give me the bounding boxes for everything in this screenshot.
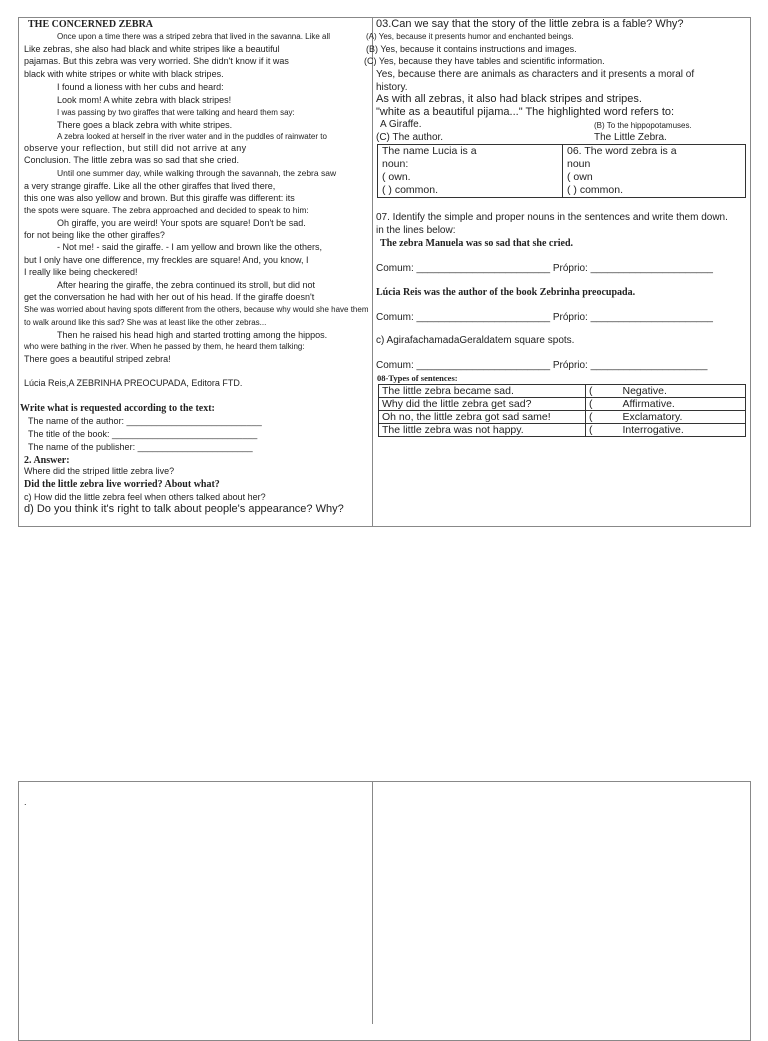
q3-question: 03.Can we say that the story of the little zebra is a fable? Why?	[376, 18, 684, 30]
story-line: for not being like the other giraffes?	[24, 230, 165, 240]
story-line: Until one summer day, while walking through the savannah, the zebra saw	[57, 168, 337, 178]
story-line: I was passing by two giraffes that were talking and heard them say:	[57, 108, 295, 117]
q5-title-cont: noun:	[382, 158, 409, 170]
q7-answer-line-1[interactable]: Comum: ________________________ Próprio: ______________________	[376, 263, 713, 274]
story-source: Lúcia Reis,A ZEBRINHA PREOCUPADA, Editora FTD.	[24, 378, 243, 388]
story-line: the spots were square. The zebra approached and decided to speak to him:	[24, 205, 309, 215]
q3-option-c[interactable]: (C) Yes, because they have tables and scientific information.	[364, 56, 605, 66]
q7-sentence-2: Lúcia Reis was the author of the book Zebrinha preocupada.	[376, 287, 636, 298]
q8-type: Exclamatory.	[622, 411, 683, 423]
q1-book-line[interactable]: The title of the book: _____________________________	[28, 429, 258, 439]
story-line: who were bathing in the river. When he passed by them, he heard them talking:	[24, 342, 305, 351]
q8-sentence: Oh no, the little zebra got sad same!	[379, 411, 586, 424]
q1-publisher-line[interactable]: The name of the publisher: _______________________	[28, 442, 253, 452]
story-line: black with white stripes or white with black stripes.	[24, 69, 224, 79]
sentence-types-table	[378, 384, 746, 437]
q7-sentence-3: c) AgirafachamadaGeraldatem square spots.	[376, 335, 575, 346]
story-line: I found a lioness with her cubs and heard:	[57, 82, 224, 92]
story-line: There goes a black zebra with white stripes.	[57, 120, 233, 130]
noun-classification-table	[377, 144, 746, 198]
story-line: Once upon a time there was a striped zebra that lived in the savanna. Like all	[57, 32, 331, 41]
q6-title-cont: noun	[567, 158, 591, 170]
q4-option-c[interactable]: (C) The author.	[376, 132, 444, 143]
q5-title: The name Lucia is a	[382, 145, 477, 157]
page2-divider	[372, 781, 373, 1024]
page1-divider	[372, 17, 373, 527]
q8-paren: (	[589, 398, 593, 410]
q2-heading: 2. Answer:	[24, 455, 70, 466]
q3-option-d[interactable]: Yes, because there are animals as characters and it presents a moral of	[376, 69, 695, 80]
q2-d: d) Do you think it's right to talk about people's appearance? Why?	[24, 503, 344, 515]
story-line: A zebra looked at herself in the river water and in the puddles of rainwater to	[57, 132, 327, 141]
q4-question: "white as a beautiful pijama..." The highlighted word refers to:	[376, 106, 675, 118]
table-row	[379, 424, 746, 437]
table-row	[379, 398, 746, 411]
q8-type: Negative.	[622, 385, 667, 397]
q4-option-d[interactable]: The Little Zebra.	[594, 132, 667, 143]
q5-cell	[378, 145, 563, 198]
q1-author-line[interactable]: The name of the author: ___________________________	[28, 416, 262, 426]
story-line: this one was also yellow and brown. But this giraffe was different: its	[24, 193, 295, 203]
story-line: Oh giraffe, you are weird! Your spots are square! Don't be sad.	[57, 218, 306, 228]
story-line: but I only have one difference, my freckles are square! And, you know, I	[24, 255, 309, 265]
q3-option-b[interactable]: (B) Yes, because it contains instructions and images.	[366, 44, 577, 54]
q8-type: Affirmative.	[622, 398, 675, 410]
q6-common-option[interactable]: ( ) common.	[567, 184, 624, 196]
q4-option-a[interactable]: A Giraffe.	[380, 119, 422, 130]
story-line: a very strange giraffe. Like all the other giraffes that lived there,	[24, 181, 276, 191]
story-line: Then he raised his head high and started trotting among the hippos.	[57, 330, 328, 340]
story-title: THE CONCERNED ZEBRA	[28, 19, 154, 30]
q5-own-option[interactable]: ( own.	[382, 171, 411, 183]
story-line: She was worried about having spots different from the others, because why would she have them	[24, 305, 369, 314]
q8-paren: (	[589, 385, 593, 397]
q8-heading: 08-Types of sentences:	[377, 373, 458, 383]
story-line: Like zebras, she also had black and white stripes like a beautiful	[24, 44, 280, 54]
table-row	[379, 411, 746, 424]
q2-a: Where did the striped little zebra live?	[24, 466, 175, 476]
page2-dot: .	[24, 797, 27, 807]
q8-sentence: Why did the little zebra get sad?	[379, 398, 586, 411]
q8-paren: (	[589, 411, 593, 423]
story-line: pajamas. But this zebra was very worried. She didn't know if it was	[24, 56, 289, 66]
story-line: get the conversation he had with her out of his head. If the giraffe doesn't	[24, 292, 315, 302]
q6-cell	[563, 145, 746, 198]
q1-heading: Write what is requested according to the text:	[20, 403, 215, 414]
story-line: observe your reflection, but still did not arrive at any	[24, 143, 247, 153]
q7-sentence-1: The zebra Manuela was so sad that she cried.	[380, 238, 574, 249]
q4-sentence: As with all zebras, it also had black stripes and stripes.	[376, 93, 642, 105]
story-line: There goes a beautiful striped zebra!	[24, 354, 171, 364]
q7-question-cont: in the lines below:	[376, 225, 456, 236]
q7-answer-line-3[interactable]: Comum: ________________________ Próprio: _____________________	[376, 360, 708, 371]
q3-option-d-cont: history.	[376, 82, 408, 93]
q8-answer-cell[interactable]	[586, 398, 746, 411]
q8-answer-cell[interactable]	[586, 385, 746, 398]
story-line: - Not me! - said the giraffe. - I am yellow and brown like the others,	[57, 242, 322, 252]
table-row	[379, 385, 746, 398]
q2-c: c) How did the little zebra feel when others talked about her?	[24, 492, 266, 502]
q8-paren: (	[589, 424, 593, 436]
q6-own-option[interactable]: ( own	[567, 171, 593, 183]
q8-type: Interrogative.	[622, 424, 684, 436]
q6-title: 06. The word zebra is a	[567, 145, 677, 157]
q2-b: Did the little zebra live worried? About what?	[24, 479, 220, 490]
story-line: Conclusion. The little zebra was so sad that she cried.	[24, 155, 239, 165]
q4-option-b[interactable]: (B) To the hippopotamuses.	[594, 121, 692, 130]
story-line: After hearing the giraffe, the zebra continued its stroll, but did not	[57, 280, 315, 290]
q8-answer-cell[interactable]	[586, 411, 746, 424]
page2-frame	[18, 781, 751, 1041]
q8-answer-cell[interactable]	[586, 424, 746, 437]
q8-sentence: The little zebra became sad.	[379, 385, 586, 398]
q7-question: 07. Identify the simple and proper nouns in the sentences and write them down.	[376, 212, 728, 223]
q8-sentence: The little zebra was not happy.	[379, 424, 586, 437]
q7-answer-line-2[interactable]: Comum: ________________________ Próprio: ______________________	[376, 312, 713, 323]
q5-common-option[interactable]: ( ) common.	[382, 184, 439, 196]
story-line: to walk around like this sad? She was at least like the other zebras...	[24, 318, 267, 327]
q3-option-a[interactable]: (A) Yes, because it presents humor and enchanted beings.	[366, 32, 574, 41]
story-line: I really like being checkered!	[24, 267, 138, 277]
story-line: Look mom! A white zebra with black stripes!	[57, 95, 232, 105]
